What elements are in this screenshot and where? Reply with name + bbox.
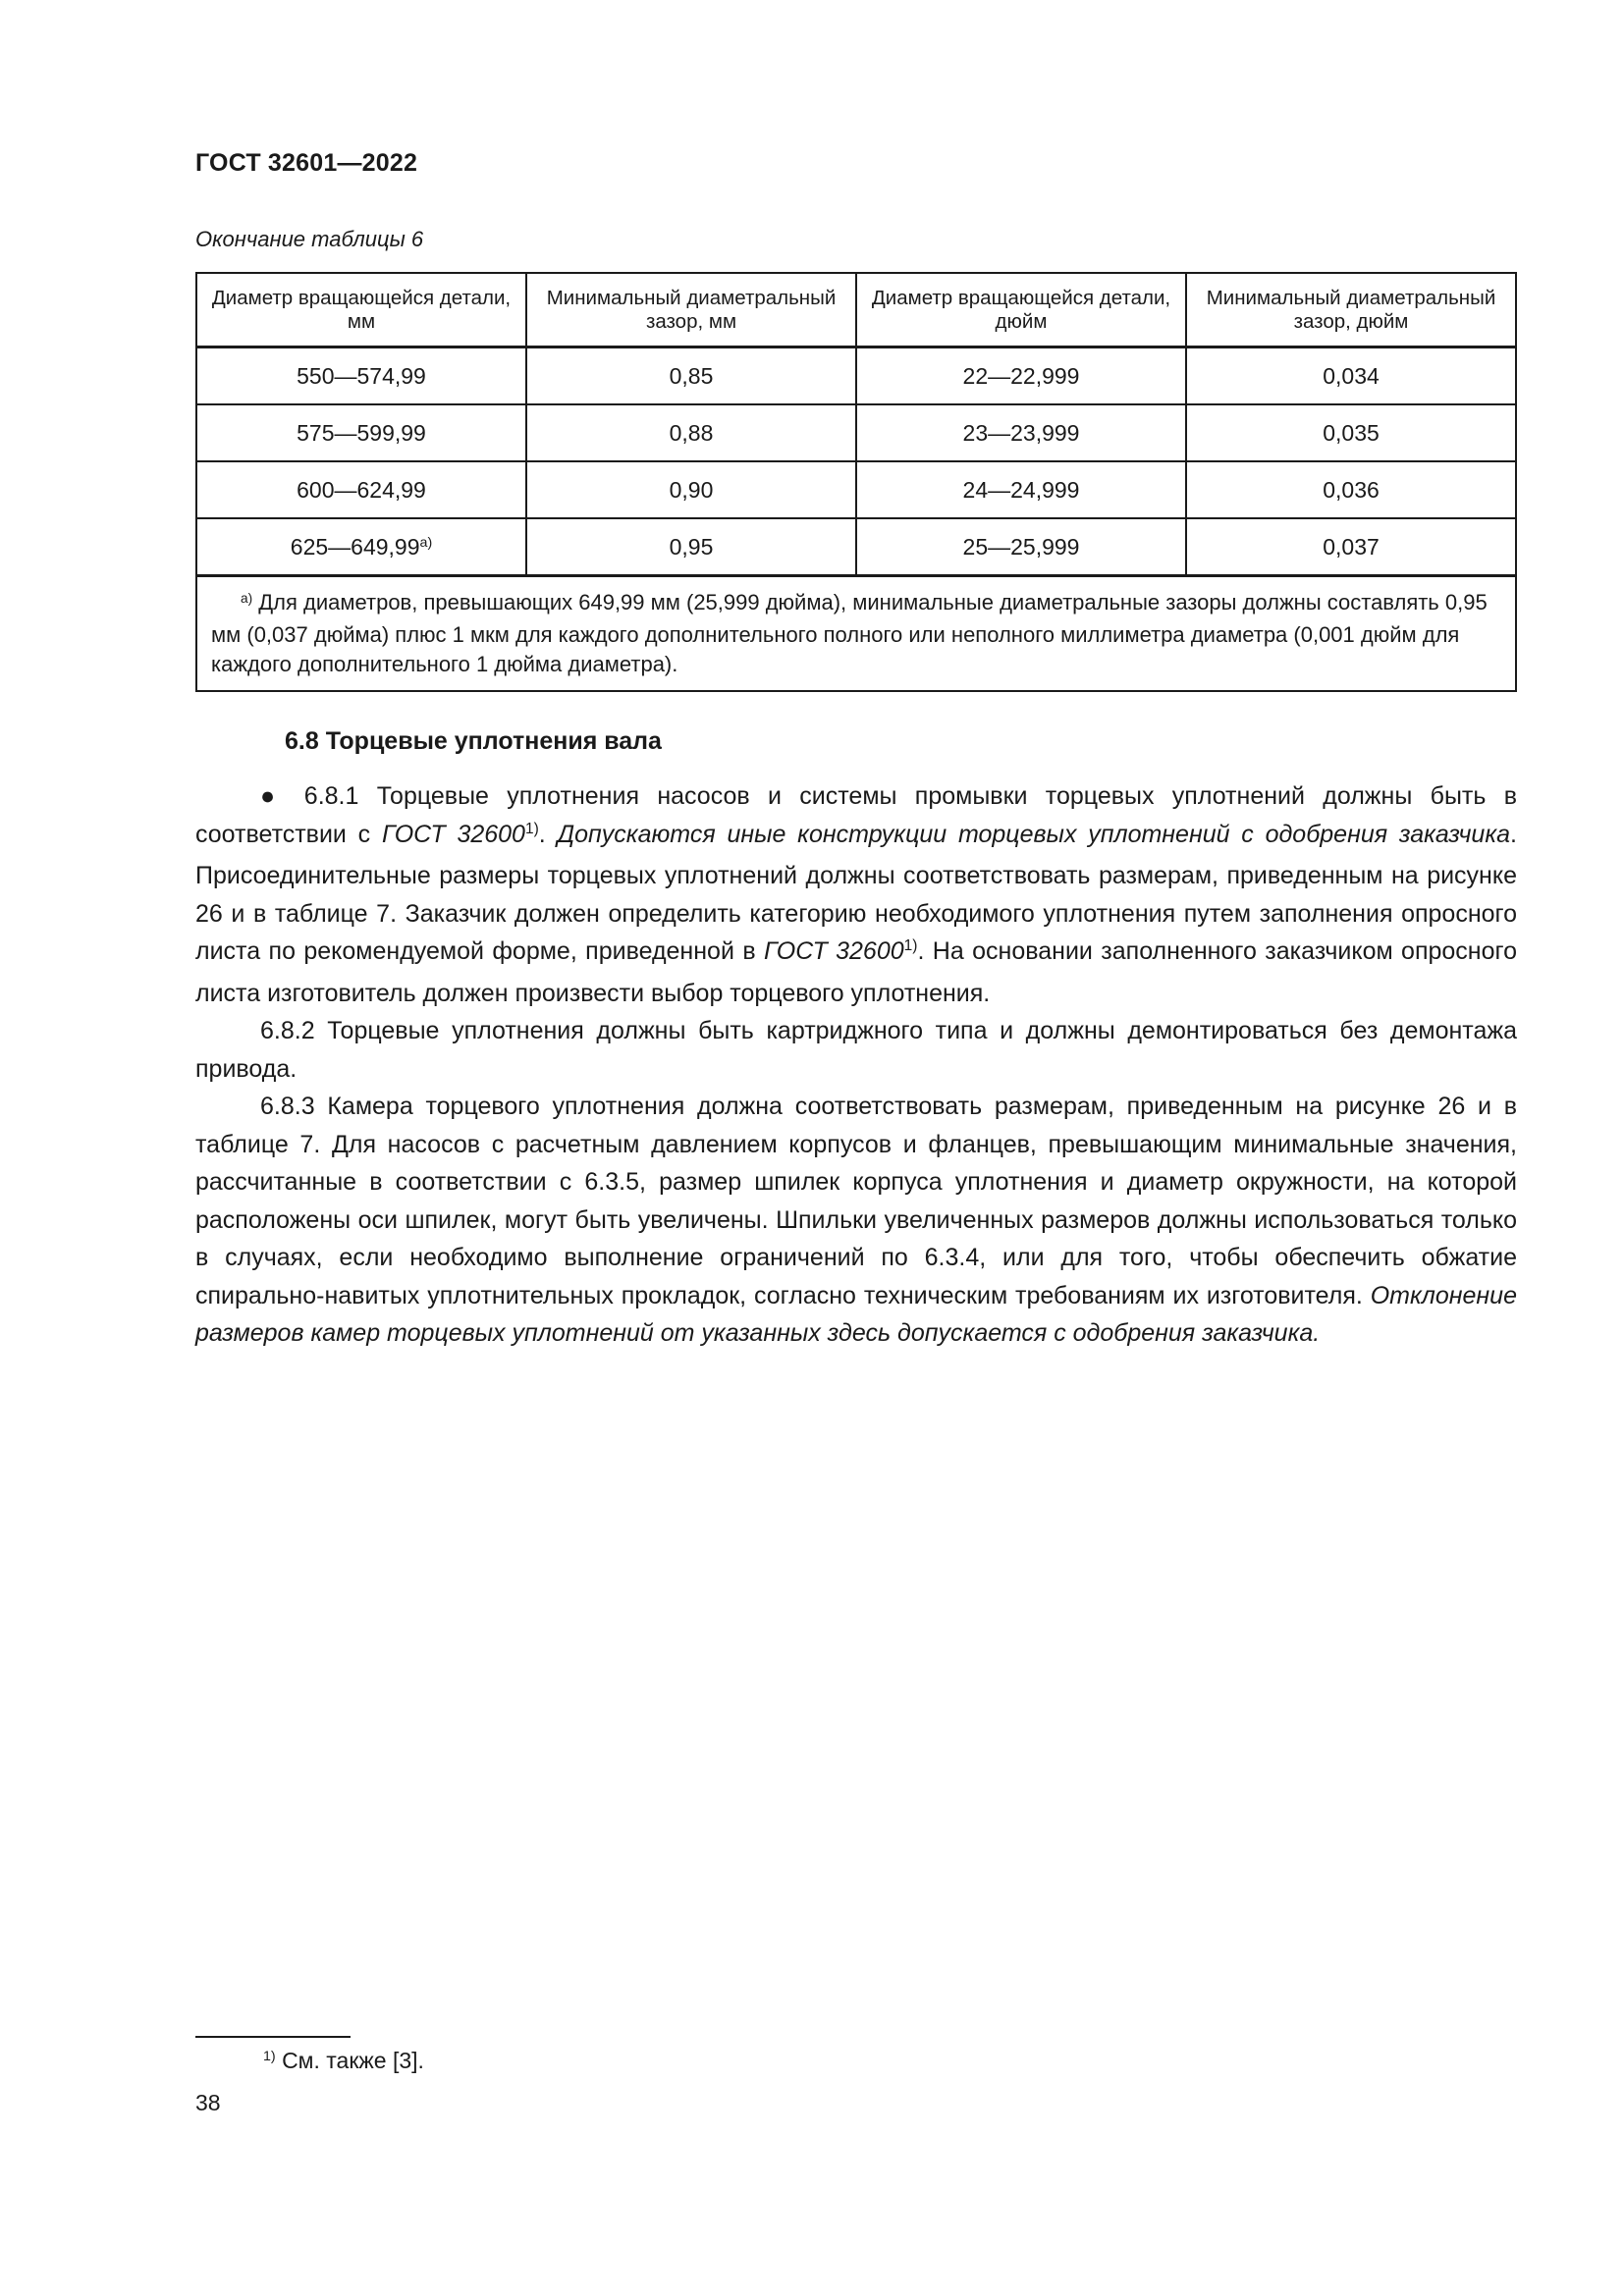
table-caption: Окончание таблицы 6 bbox=[195, 227, 424, 251]
table-cell: 0,90 bbox=[526, 461, 856, 518]
table-cell: 0,035 bbox=[1186, 404, 1516, 461]
standard-reference[interactable]: ГОСТ 32600 bbox=[764, 937, 904, 965]
column-header: Минимальный диаметральный зазор, дюйм bbox=[1186, 273, 1516, 347]
table-cell bbox=[196, 518, 526, 576]
table-note-text: Для диаметров, превышающих 649,99 мм (25,999 дюйма), минимальные диаметральные зазоры должны составлять 0,95 мм (0,037 дюйма) плюс 1 мкм для каждого дополнительного полного или неполного миллиметра диаметра (0,001 дюйм для каждого дополнительного 1 дюйма диаметра). bbox=[211, 590, 1488, 676]
footnote-marker: 1) bbox=[903, 937, 918, 955]
table-cell: 575—599,99 bbox=[196, 404, 526, 461]
column-header: Диаметр вращающейся детали, мм bbox=[196, 273, 526, 347]
column-header: Диаметр вращающейся детали, дюйм bbox=[856, 273, 1186, 347]
footnote-divider bbox=[195, 2036, 351, 2038]
standard-reference[interactable]: ГОСТ 32600 bbox=[381, 820, 525, 848]
table-cell: 0,037 bbox=[1186, 518, 1516, 576]
table-note bbox=[196, 576, 1516, 692]
footnote-marker: 1) bbox=[524, 820, 539, 837]
diametral-clearance-table bbox=[195, 272, 1517, 692]
table-row bbox=[196, 518, 1516, 576]
table-note-row bbox=[196, 576, 1516, 692]
document-id: ГОСТ 32601—2022 bbox=[195, 149, 418, 177]
table-cell: 22—22,999 bbox=[856, 347, 1186, 405]
table-header-row bbox=[196, 273, 1516, 347]
table-cell: 0,034 bbox=[1186, 347, 1516, 405]
paragraph-6-8-2: 6.8.2 Торцевые уплотнения должны быть картриджного типа и должны демонтироваться без демонтажа привода. bbox=[195, 1017, 1517, 1083]
table-cell: 0,88 bbox=[526, 404, 856, 461]
table-row bbox=[196, 404, 1516, 461]
footnote-marker: 1) bbox=[263, 2049, 276, 2065]
section-body bbox=[195, 777, 1517, 1353]
italic-text: Отклонение размеров камер торцевых уплотнений от указанных здесь допускается с одобрения заказчика. bbox=[195, 1281, 1517, 1347]
table-note-marker: a) bbox=[419, 534, 433, 551]
text-run: . На основании заполненного заказчиком опросного листа изготовитель должен произвести выбор торцевого уплотнения. bbox=[195, 937, 1517, 1007]
table-cell: 0,95 bbox=[526, 518, 856, 576]
table-note-marker: a) bbox=[241, 590, 253, 606]
column-header: Минимальный диаметральный зазор, мм bbox=[526, 273, 856, 347]
section-heading: 6.8 Торцевые уплотнения вала bbox=[285, 727, 662, 755]
text-run: ● 6.8.1 Торцевые уплотнения насосов и системы промывки торцевых уплотнений должны быть в соответствии с bbox=[195, 782, 1517, 848]
cell-value: 625—649,99 bbox=[290, 533, 420, 560]
footnote bbox=[263, 2048, 424, 2074]
table-cell: 0,036 bbox=[1186, 461, 1516, 518]
paragraph-6-8-3 bbox=[195, 1088, 1517, 1353]
table-row bbox=[196, 347, 1516, 405]
table-cell: 23—23,999 bbox=[856, 404, 1186, 461]
table-cell: 550—574,99 bbox=[196, 347, 526, 405]
page-number: 38 bbox=[195, 2090, 221, 2115]
footnote-text: См. также [3]. bbox=[282, 2048, 424, 2073]
text-run: 6.8.3 Камера торцевого уплотнения должна соответствовать размерам, приведенным на рисунке 26 и в таблице 7. Для насосов с расчетным давлением корпусов и фланцев, превышающим минимальные значения, рассчитанные в соответствии с 6.3.5, размер шпилек корпуса уплотнения и диаметр окружности, на которой расположены оси шпилек, могут быть увеличены. Шпильки увеличенных размеров должны использоваться только в случаях, если необходимо выполнение ограничений по 6.3.4, или для того, чтобы обеспечить обжатие спирально-навитых уплотнительных прокладок, согласно техническим требованиям их изготовителя. bbox=[195, 1093, 1517, 1309]
paragraph-6-8-1 bbox=[195, 777, 1517, 1012]
table-cell: 25—25,999 bbox=[856, 518, 1186, 576]
table-cell: 0,85 bbox=[526, 347, 856, 405]
text-run: . bbox=[538, 820, 558, 848]
table-cell: 600—624,99 bbox=[196, 461, 526, 518]
italic-text: Допускаются иные конструкции торцевых уплотнений с одобрения заказчика bbox=[557, 820, 1511, 848]
text-run: . Присоединительные размеры торцевых уплотнений должны соответствовать размерам, приведенным на рисунке 26 и в таблице 7. Заказчик должен определить категорию необходимого уплотнения путем заполнения опросного листа по рекомендуемой форме, приведенной в bbox=[195, 820, 1517, 965]
table-cell: 24—24,999 bbox=[856, 461, 1186, 518]
table-row bbox=[196, 461, 1516, 518]
